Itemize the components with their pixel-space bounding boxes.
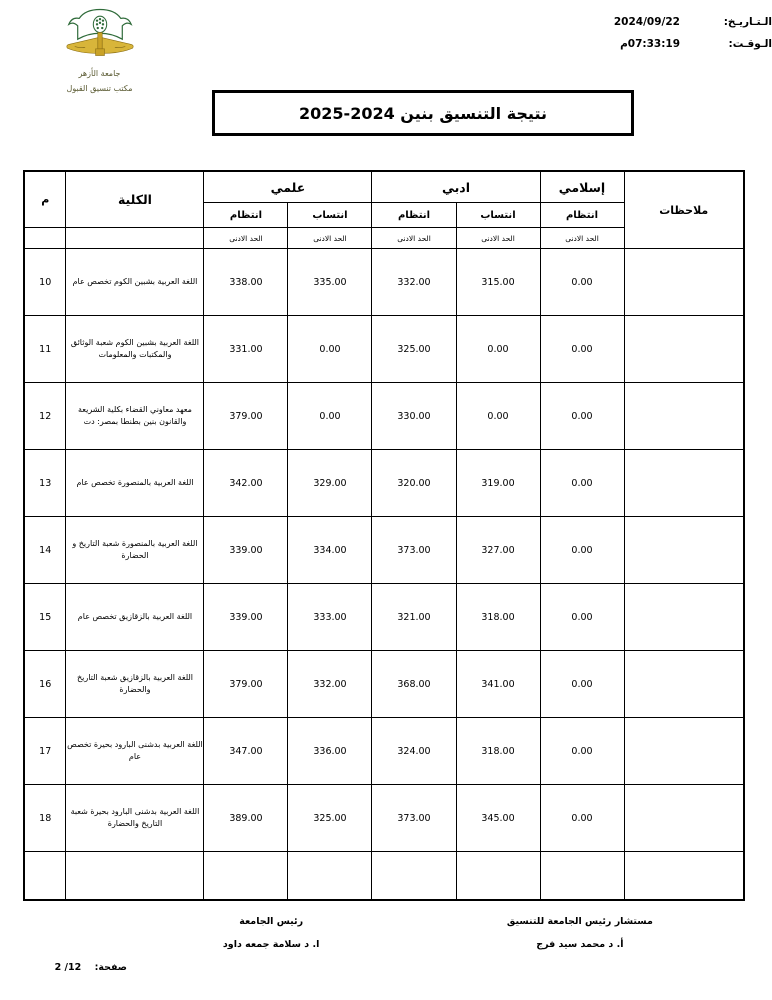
cell-scientific-intisab: 325.00 xyxy=(288,785,372,852)
th-notes: ملاحظات xyxy=(624,171,744,249)
th-min-scientific-intizam: الحد الادنى xyxy=(204,228,288,249)
cell-scientific-intisab: 333.00 xyxy=(288,584,372,651)
th-group-scientific: علمي xyxy=(204,171,372,203)
date-row xyxy=(572,16,772,29)
th-min-literary-intizam: الحد الادنى xyxy=(372,228,456,249)
cell-serial: 16 xyxy=(24,651,66,718)
cell-notes-13 xyxy=(624,450,744,517)
logo-university-name: جامعة الأزهر xyxy=(78,69,121,78)
cell-serial: 17 xyxy=(24,718,66,785)
cell-literary-intisab: 341.00 xyxy=(456,651,540,718)
th-min-islamic-intizam: الحد الادنى xyxy=(540,228,624,249)
cell-scientific-intizam: 379.00 xyxy=(204,651,288,718)
th-college-blank xyxy=(66,228,204,249)
table-row xyxy=(24,383,744,450)
cell-notes-11 xyxy=(624,316,744,383)
cell-islamic-intizam: 0.00 xyxy=(540,450,624,517)
cell-literary-intisab: 318.00 xyxy=(456,718,540,785)
cell-college-name: معهد معاوني القضاء بكلية الشريعة والقانون بنين بطنطا بمصر: دت xyxy=(66,383,204,450)
cell-literary-intizam: 373.00 xyxy=(372,517,456,584)
table-spacer-row xyxy=(24,852,744,900)
cell-literary-intizam: 324.00 xyxy=(372,718,456,785)
cell-literary-intisab: 318.00 xyxy=(456,584,540,651)
cell-literary-intisab: 315.00 xyxy=(456,249,540,316)
cell-college-name: اللغة العربية بالزقازيق تخصص عام xyxy=(66,584,204,651)
cell-notes-15 xyxy=(624,584,744,651)
cell-scientific-intizam: 389.00 xyxy=(204,785,288,852)
signature-rector xyxy=(128,916,415,950)
th-group-islamic: إسلامي xyxy=(540,171,624,203)
time-value: 07:33:19 xyxy=(627,38,680,50)
time-row xyxy=(572,38,772,51)
cell-serial: 13 xyxy=(24,450,66,517)
cell-literary-intizam: 325.00 xyxy=(372,316,456,383)
cell-scientific-intizam: 338.00 xyxy=(204,249,288,316)
page-number xyxy=(27,962,127,973)
spacer-cell xyxy=(288,852,372,900)
cell-scientific-intizam: 379.00 xyxy=(204,383,288,450)
table-row xyxy=(24,718,744,785)
table-head xyxy=(24,171,744,249)
cell-serial: 14 xyxy=(24,517,66,584)
cell-serial: 11 xyxy=(24,316,66,383)
th-literary-intisab: انتساب xyxy=(456,203,540,228)
advisor-name: أ. د محمد سيد فرج xyxy=(536,939,624,950)
cell-scientific-intisab: 335.00 xyxy=(288,249,372,316)
cell-islamic-intizam: 0.00 xyxy=(540,316,624,383)
cell-college-name: اللغة العربية بشبين الكوم شعبة الوثائق والمكتبات والمعلومات xyxy=(66,316,204,383)
spacer-cell xyxy=(624,852,744,900)
spacer-cell xyxy=(372,852,456,900)
logo-office-name: مكتب تنسيق القبول xyxy=(66,84,133,94)
cell-serial: 15 xyxy=(24,584,66,651)
report-title-box xyxy=(212,90,634,136)
th-group-literary: ادبي xyxy=(372,171,540,203)
spacer-cell xyxy=(66,852,204,900)
table-row xyxy=(24,785,744,852)
cell-scientific-intisab: 334.00 xyxy=(288,517,372,584)
cell-scientific-intizam: 339.00 xyxy=(204,584,288,651)
cell-notes-16 xyxy=(624,651,744,718)
table-row xyxy=(24,450,744,517)
cell-islamic-intizam: 0.00 xyxy=(540,383,624,450)
signature-area xyxy=(27,916,745,950)
cell-scientific-intizam: 347.00 xyxy=(204,718,288,785)
time-label: الـوقـت: xyxy=(728,38,772,50)
spacer-cell xyxy=(540,852,624,900)
cell-literary-intisab: 0.00 xyxy=(456,383,540,450)
results-table-container xyxy=(27,170,745,901)
rector-title: رئيس الجامعة xyxy=(239,916,304,927)
cell-notes-10 xyxy=(624,249,744,316)
th-min-literary-intisab: الحد الادنى xyxy=(456,228,540,249)
table-row xyxy=(24,651,744,718)
th-college: الكلية xyxy=(66,171,204,228)
cell-scientific-intizam: 342.00 xyxy=(204,450,288,517)
cell-serial: 12 xyxy=(24,383,66,450)
rector-name: ا. د سلامة جمعه داود xyxy=(222,939,320,950)
cell-scientific-intisab: 332.00 xyxy=(288,651,372,718)
cell-literary-intisab: 319.00 xyxy=(456,450,540,517)
header-group-row xyxy=(24,171,744,203)
cell-notes-14 xyxy=(624,517,744,584)
th-min-scientific-intisab: الحد الادنى xyxy=(288,228,372,249)
cell-literary-intizam: 368.00 xyxy=(372,651,456,718)
th-scientific-intizam: انتظام xyxy=(204,203,288,228)
table-body xyxy=(24,249,744,900)
cell-serial: 18 xyxy=(24,785,66,852)
cell-islamic-intizam: 0.00 xyxy=(540,651,624,718)
cell-college-name: اللغة العربية بدشنى البارود بحيرة شعبة التاريخ والحضارة xyxy=(66,785,204,852)
cell-scientific-intisab: 336.00 xyxy=(288,718,372,785)
cell-serial: 10 xyxy=(24,249,66,316)
cell-literary-intizam: 321.00 xyxy=(372,584,456,651)
page-title: نتيجة التنسيق بنين 2024-2025 xyxy=(299,103,547,123)
cell-college-name: اللغة العربية بالمنصورة شعبة التاريخ و الحضارة xyxy=(66,517,204,584)
cell-literary-intisab: 345.00 xyxy=(456,785,540,852)
document-meta xyxy=(572,16,772,60)
th-serial-blank xyxy=(24,228,66,249)
spacer-cell xyxy=(456,852,540,900)
cell-college-name: اللغة العربية بدشنى البارود بحيرة تخصص عام xyxy=(66,718,204,785)
cell-literary-intizam: 330.00 xyxy=(372,383,456,450)
cell-islamic-intizam: 0.00 xyxy=(540,517,624,584)
cell-islamic-intizam: 0.00 xyxy=(540,584,624,651)
cell-literary-intizam: 373.00 xyxy=(372,785,456,852)
cell-notes-18 xyxy=(624,785,744,852)
spacer-cell xyxy=(24,852,66,900)
table-row xyxy=(24,316,744,383)
cell-notes-17 xyxy=(624,718,744,785)
date-value: 2024/09/22 xyxy=(613,16,680,28)
table-row xyxy=(24,584,744,651)
cell-literary-intizam: 332.00 xyxy=(372,249,456,316)
cell-islamic-intizam: 0.00 xyxy=(540,785,624,852)
cell-college-name: اللغة العربية بالمنصورة تخصص عام xyxy=(66,450,204,517)
cell-scientific-intisab: 0.00 xyxy=(288,383,372,450)
cell-literary-intisab: 0.00 xyxy=(456,316,540,383)
advisor-title: مستشار رئيس الجامعة للتنسيق xyxy=(506,916,653,927)
cell-islamic-intizam: 0.00 xyxy=(540,249,624,316)
signature-advisor xyxy=(415,916,745,950)
th-serial: م xyxy=(24,171,66,228)
cell-scientific-intisab: 0.00 xyxy=(288,316,372,383)
cell-college-name: اللغة العربية بالزقازيق شعبة التاريخ والحضارة xyxy=(66,651,204,718)
cell-scientific-intizam: 331.00 xyxy=(204,316,288,383)
cell-notes-12 xyxy=(624,383,744,450)
cell-scientific-intizam: 339.00 xyxy=(204,517,288,584)
spacer-cell xyxy=(204,852,288,900)
th-literary-intizam: انتظام xyxy=(372,203,456,228)
table-row xyxy=(24,517,744,584)
cell-literary-intizam: 320.00 xyxy=(372,450,456,517)
page-number-value: 2 /12 xyxy=(54,962,82,973)
th-scientific-intisab: انتساب xyxy=(288,203,372,228)
date-label: الـتـاريـخ: xyxy=(723,16,772,28)
cell-scientific-intisab: 329.00 xyxy=(288,450,372,517)
al-azhar-university-emblem-icon xyxy=(54,8,146,60)
th-islamic-intizam: انتظام xyxy=(540,203,624,228)
university-logo-block xyxy=(12,8,187,96)
coordination-results-table xyxy=(23,170,745,901)
table-row xyxy=(24,249,744,316)
cell-islamic-intizam: 0.00 xyxy=(540,718,624,785)
cell-literary-intisab: 327.00 xyxy=(456,517,540,584)
page-number-label: صفحة: xyxy=(94,962,127,973)
time-meridiem: م xyxy=(620,38,628,50)
cell-college-name: اللغة العربية بشبين الكوم تخصص عام xyxy=(66,249,204,316)
